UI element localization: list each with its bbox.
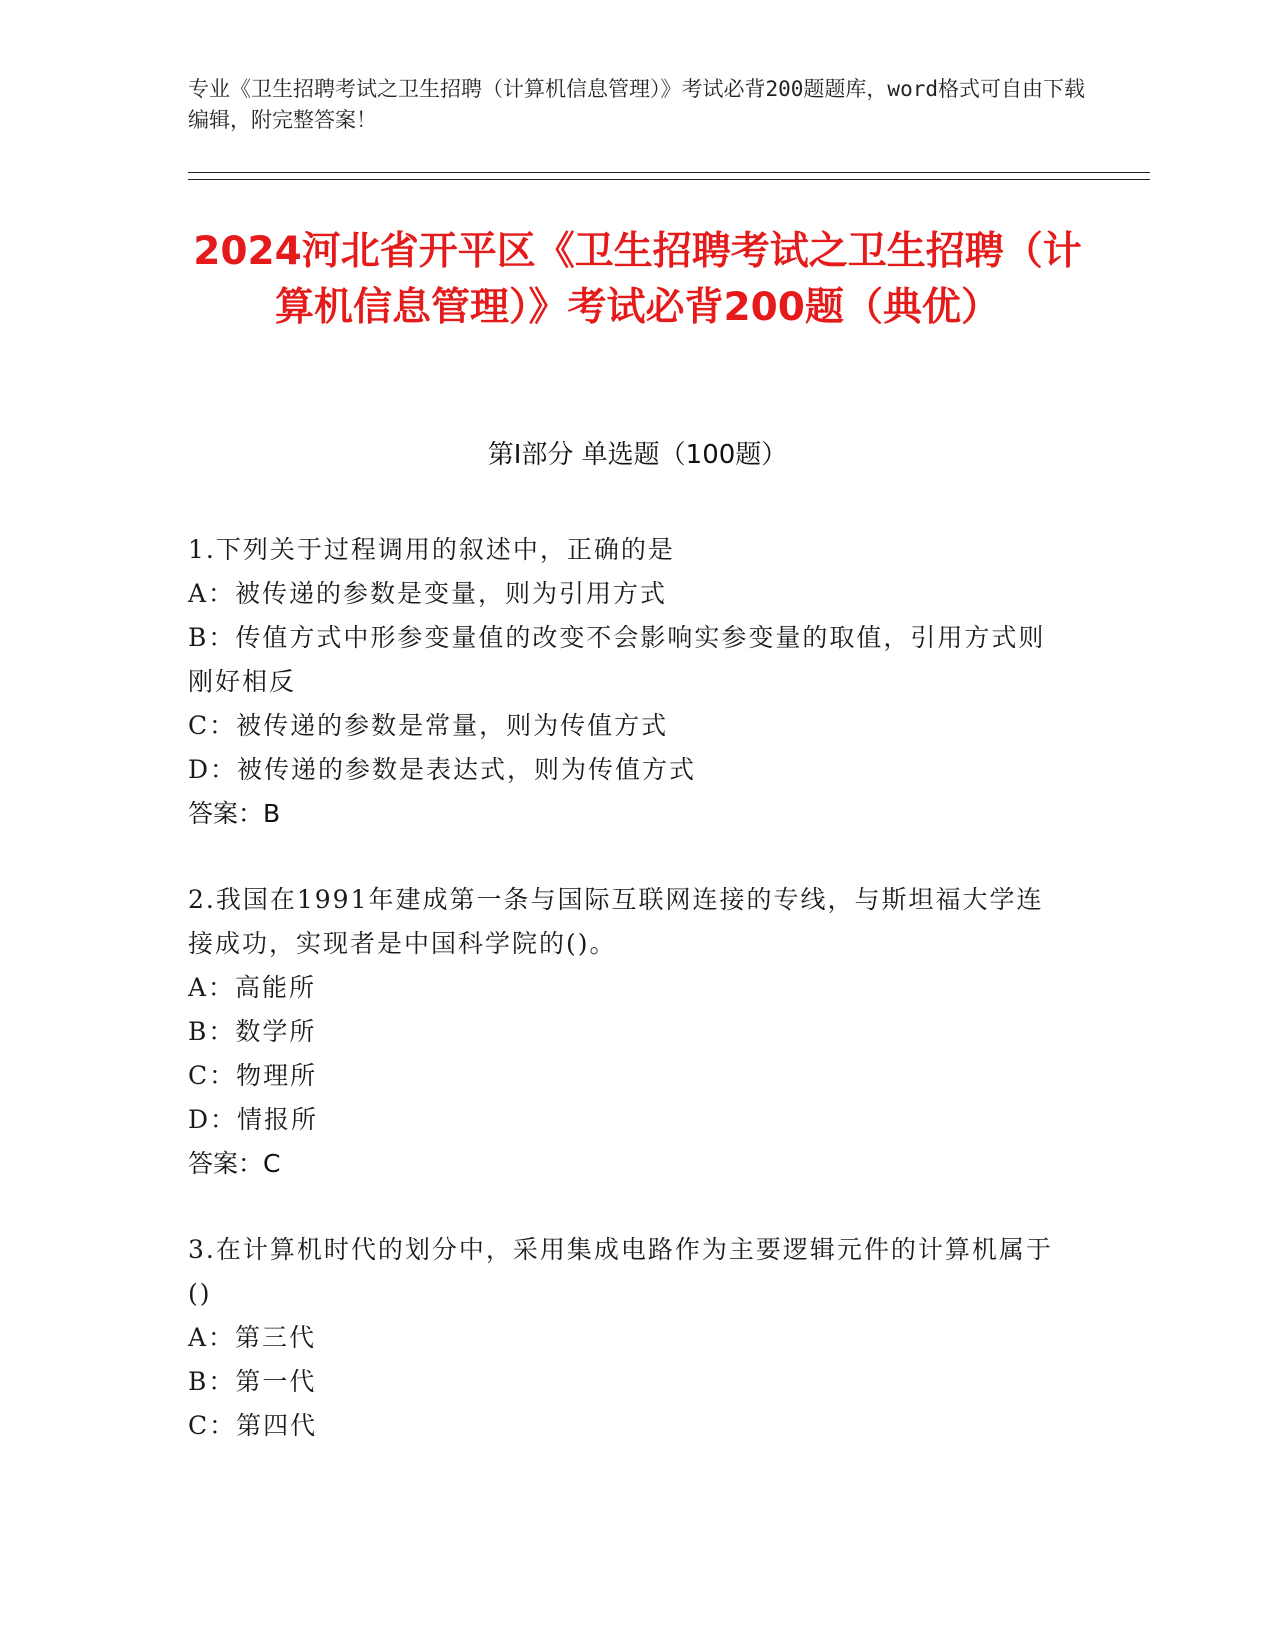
answer-line: 答案：C xyxy=(188,1149,281,1178)
option-a: A：第三代 xyxy=(188,1323,317,1352)
document-title: 2024河北省开平区《卫生招聘考试之卫生招聘（计算机信息管理）》考试必背200题（典优） xyxy=(193,229,1082,330)
option-b: B：传值方式中形参变量值的改变不会影响实参变量的取值，引用方式则刚好相反 xyxy=(188,623,1046,696)
question-list xyxy=(188,528,1068,1490)
question-stem: 3.在计算机时代的划分中，采用集成电路作为主要逻辑元件的计算机属于() xyxy=(188,1235,1053,1308)
option-a: A：被传递的参数是变量，则为引用方式 xyxy=(188,579,668,608)
question-stem: 1.下列关于过程调用的叙述中，正确的是 xyxy=(188,535,675,564)
question-3 xyxy=(188,1228,1068,1448)
answer-line: 答案：B xyxy=(188,799,281,828)
option-c: C：被传递的参数是常量，则为传值方式 xyxy=(188,711,669,740)
option-d: D：情报所 xyxy=(188,1105,319,1134)
option-b: B：第一代 xyxy=(188,1367,317,1396)
question-2 xyxy=(188,878,1068,1186)
header-divider-bottom xyxy=(188,179,1150,180)
question-stem: 2.我国在1991年建成第一条与国际互联网连接的专线，与斯坦福大学连接成功，实现者是中国科学院的()。 xyxy=(188,885,1044,958)
option-c: C：第四代 xyxy=(188,1411,318,1440)
header-divider-top xyxy=(188,172,1150,173)
question-1 xyxy=(188,528,1068,836)
header-note: 专业《卫生招聘考试之卫生招聘（计算机信息管理）》考试必背200题题库，word格式可自由下载编辑，附完整答案！ xyxy=(188,77,1085,132)
option-c: C：物理所 xyxy=(188,1061,318,1090)
section-heading: 第Ⅰ部分 单选题（100题） xyxy=(487,440,788,470)
option-a: A：高能所 xyxy=(188,973,317,1002)
option-b: B：数学所 xyxy=(188,1017,317,1046)
option-d: D：被传递的参数是表达式，则为传值方式 xyxy=(188,755,697,784)
